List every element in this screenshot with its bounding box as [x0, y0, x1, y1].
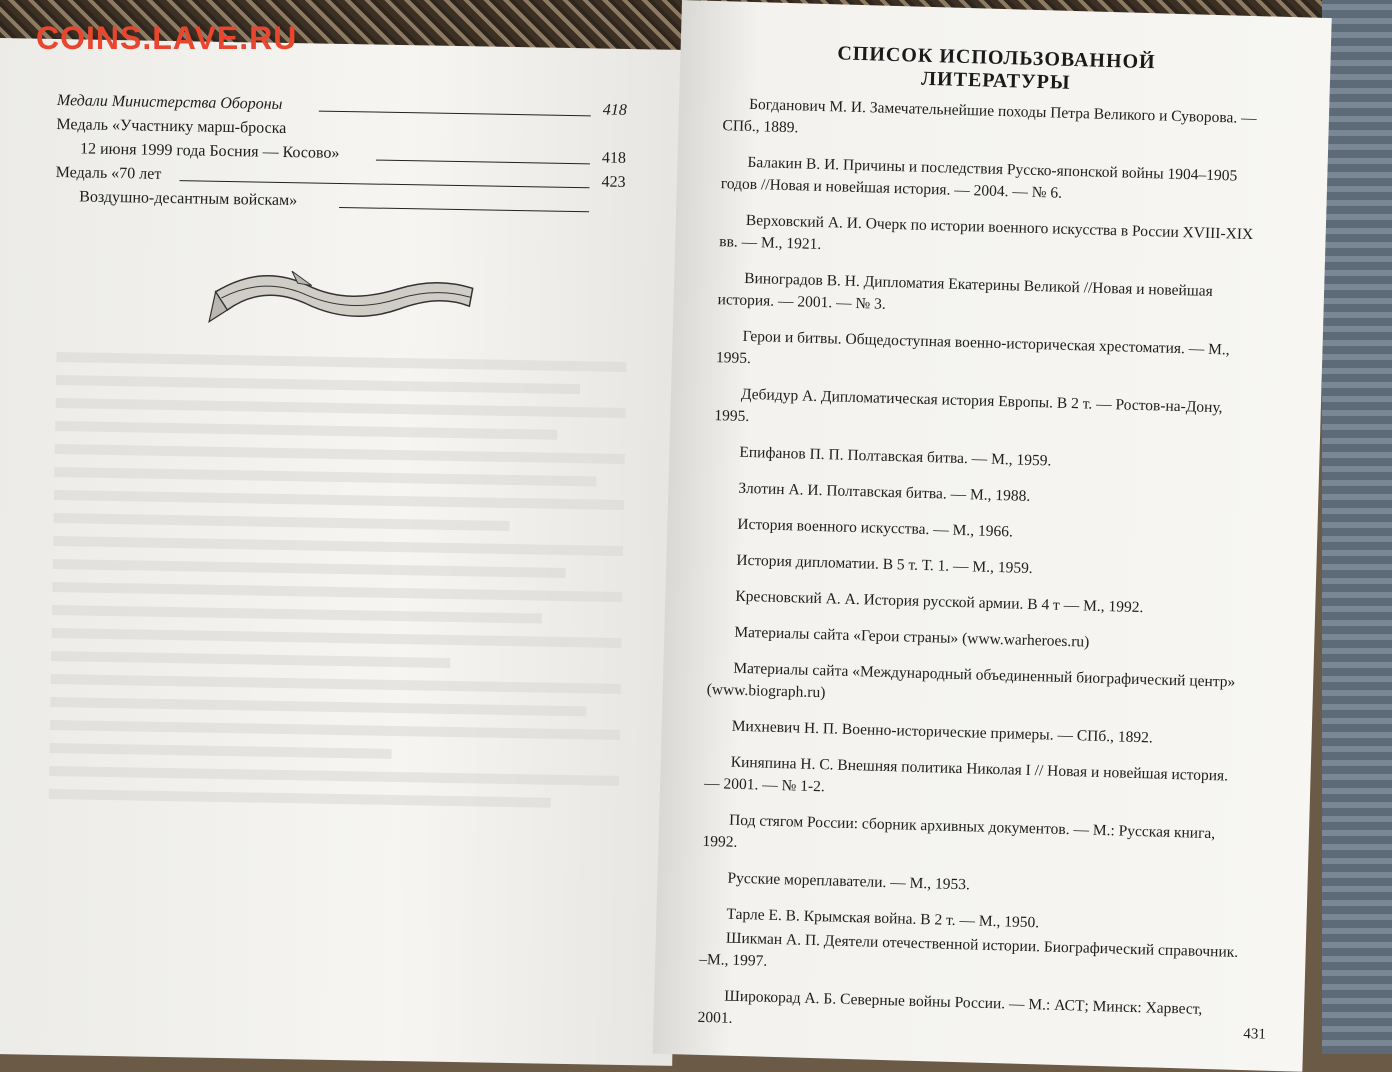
bibliography-entry: Виноградов В. Н. Дипломатия Екатерины Великой //Новая и новейшая история. — 2001. — № 3.: [717, 269, 1213, 313]
bibliography-entry: Широкорад А. Б. Северные войны России. — М.: АСТ; Минск: Харвест, 2001.: [697, 987, 1203, 1027]
watermark: COINS.LAVE.RU: [36, 20, 298, 56]
bibliography-entry: Герои и битвы. Общедоступная военно-историческая хрестоматия. — М., 1995.: [715, 327, 1230, 368]
toc-entry-title: Медаль «Участнику марш-броска: [56, 116, 287, 138]
bibliography-entry: Епифанов П. П. Полтавская битва. — М., 1959.: [739, 443, 1052, 470]
bibliography-entry: Шикман А. П. Деятели отечественной истории. Биографический справочник. –М., 1997.: [698, 929, 1239, 970]
ribbon-ornament-icon: [207, 262, 478, 337]
bibliography-heading: СПИСОК ИСПОЛЬЗОВАННОЙ ЛИТЕРАТУРЫ: [837, 42, 1156, 94]
left-page: [0, 38, 690, 1066]
table-of-contents: [55, 89, 627, 219]
bibliography-entry: Тарле Е. В. Крымская война. В 2 т. — М., 1950.: [726, 905, 1040, 932]
toc-page-number: 418: [602, 101, 627, 119]
bibliography-entry: Под стягом России: сборник архивных документов. — М.: Русская книга, 1992.: [702, 811, 1216, 851]
toc-entry-title: Медаль «70 лет: [55, 163, 162, 183]
bibliography-entry: Киняпина Н. С. Внешняя политика Николая I // Новая и новейшая история. — 2001. — № 1-2.: [703, 753, 1229, 796]
right-page: [653, 0, 1332, 1072]
bibliography-entry: Богданович М. И. Замечательнейшие походы Петра Великого и Суворова. — СПб., 1889.: [722, 95, 1257, 137]
bibliography-entry: Русские мореплаватели. — М., 1953.: [727, 869, 971, 894]
bibliography-entry: Злотин А. И. Полтавская битва. — М., 1988.: [738, 479, 1031, 505]
toc-leader-line: [339, 207, 589, 212]
bibliography-entry: Верховский А. И. Очерк по истории военного искусства в России XVIII-XIX вв. — М., 1921.: [719, 211, 1254, 253]
toc-leader-line: [319, 111, 591, 117]
show-through-text: [48, 339, 626, 822]
bibliography-list: [697, 93, 1263, 1058]
toc-entry-title: 12 июня 1999 года Босния — Косово»: [79, 140, 340, 162]
toc-entry-title: Воздушно-десантным войскам»: [79, 188, 298, 210]
bibliography-entry: Материалы сайта «Международный объединенный биографический центр» (www.biograph.ru): [706, 659, 1236, 702]
toc-page-number: 418: [601, 149, 627, 167]
bibliography-entry: Михневич Н. П. Военно-исторические примеры. — СПб., 1892.: [731, 717, 1153, 747]
toc-entry-title: Медали Министерства Обороны: [56, 92, 283, 113]
bibliography-entry: Материалы сайта «Герои страны» (www.warheroes.ru): [734, 623, 1090, 651]
page-number: 431: [1243, 1026, 1267, 1043]
bibliography-entry: Балакин В. И. Причины и последствия Русско-японской войны 1904–1905 годов //Новая и новейшая история. — 2004. — № 6.: [720, 153, 1238, 202]
toc-leader-line: [376, 160, 590, 165]
toc-leader-line: [180, 180, 590, 188]
toc-page-number: 423: [601, 173, 626, 191]
bibliography-entry: История дипломатии. В 5 т. Т. 1. — М., 1959.: [736, 551, 1033, 578]
bibliography-entry: История военного искусства. — М., 1966.: [737, 515, 1014, 541]
bibliography-entry: Дебидур А. Дипломатическая история Европы. В 2 т. — Ростов-на-Дону, 1995.: [714, 385, 1223, 426]
bibliography-entry: Кресновский А. А. История русской армии. В 4 т — М., 1992.: [735, 587, 1144, 617]
fabric-background-right: [1322, 0, 1392, 1054]
